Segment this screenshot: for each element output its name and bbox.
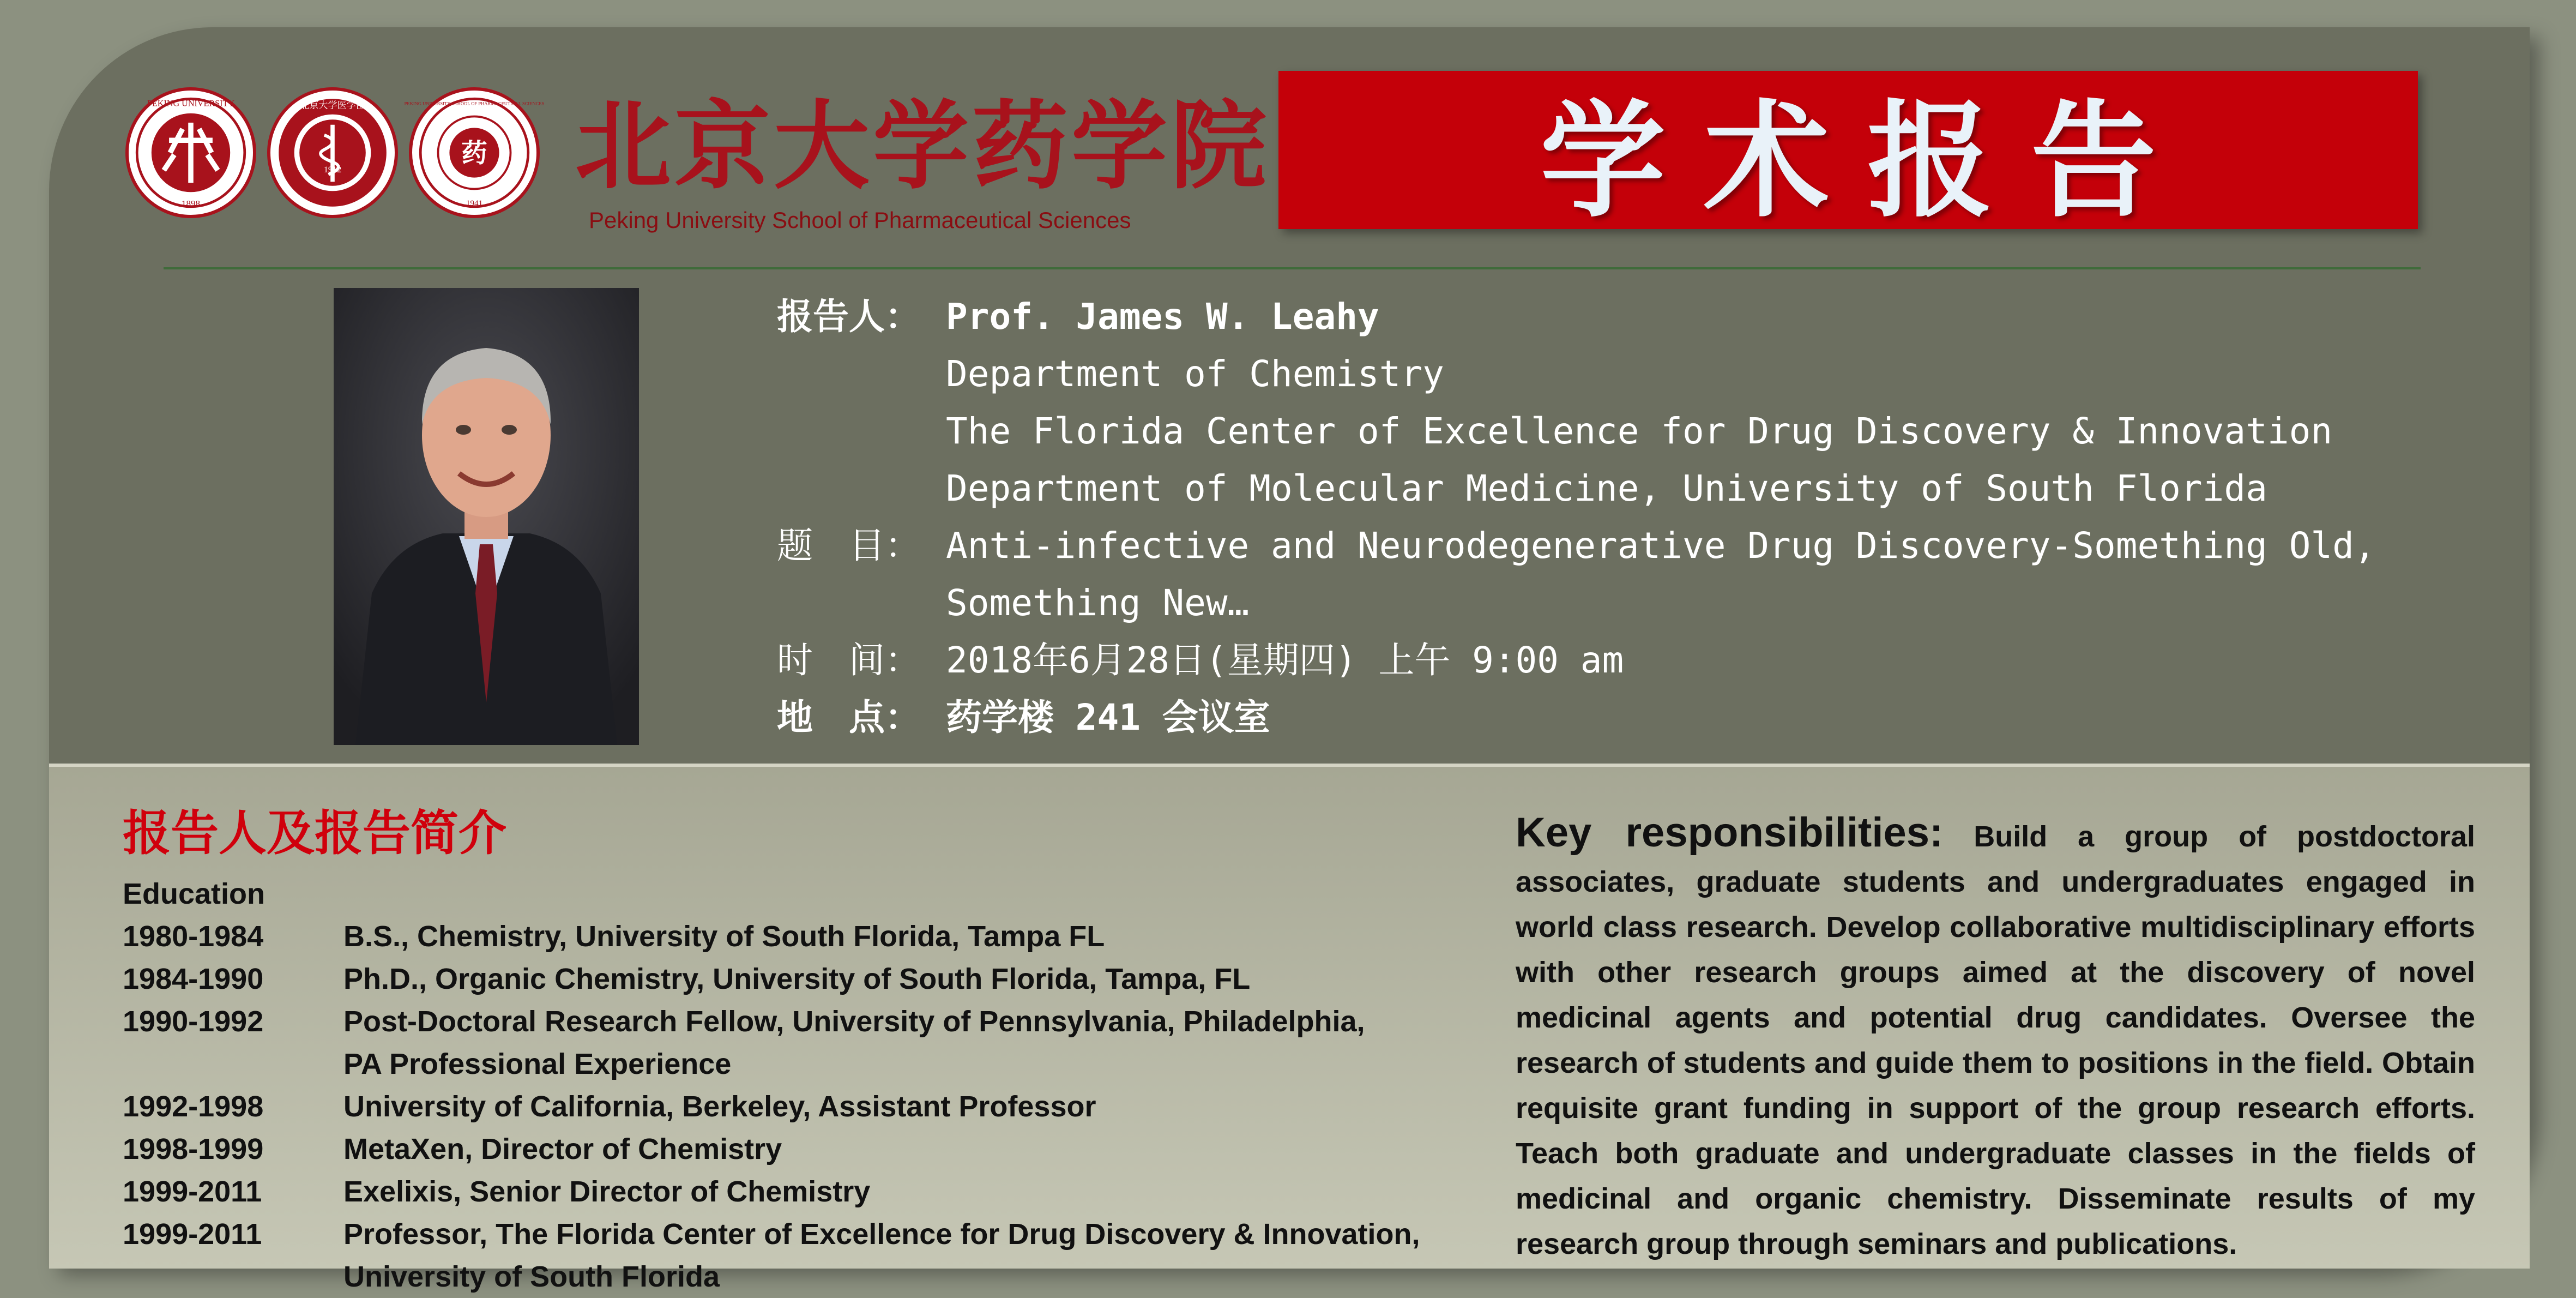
- affiliation-3: Department of Molecular Medicine, University of South Florida: [946, 467, 2267, 509]
- school-name-cn: 北京大学药学院: [575, 89, 1270, 202]
- affiliation-2: The Florida Center of Excellence for Drug Discovery & Innovation: [946, 410, 2333, 452]
- speaker-row: [777, 288, 2467, 345]
- speaker-name: Prof. James W. Leahy: [946, 296, 1379, 338]
- school-name-en: Peking University School of Pharmaceutical Sciences: [589, 207, 1131, 233]
- intro-title: 报告人及报告简介: [123, 805, 507, 861]
- topic-row: [777, 517, 2467, 574]
- place-row: [777, 689, 2467, 746]
- seal-3-center: 药: [461, 139, 487, 169]
- list-item: 1980-1984 B.S., Chemistry, University of South Florida, Tampa FL: [123, 920, 1105, 953]
- speaker-photo: [334, 288, 639, 745]
- divider: [164, 267, 2421, 269]
- place-label: 地 点：: [777, 696, 921, 738]
- time-value: 2018年6月28日(星期四) 上午 9:00 am: [946, 639, 1624, 681]
- topic-line-1: Anti-infective and Neurodegenerative Drug Discovery-Something Old,: [946, 525, 2376, 567]
- place-value: 药学楼 241 会议室: [946, 696, 1270, 738]
- topic-line-2: Something New…: [946, 582, 1250, 624]
- banner-text: 学术报告: [1540, 88, 2194, 235]
- health-science-seal-icon: [267, 87, 398, 218]
- speaker-info: [777, 288, 2467, 746]
- education-label: Education: [123, 878, 266, 910]
- topic-label: 题 目：: [777, 525, 921, 567]
- peking-university-seal-icon: [125, 87, 256, 218]
- list-item: 1990-1992 Post-Doctoral Research Fellow, University of Pennsylvania, Philadelphia,: [123, 1005, 1365, 1038]
- list-item: 1984-1990 Ph.D., Organic Chemistry, University of South Florida, Tampa, FL: [123, 963, 1251, 995]
- seal-3-year: 1941: [466, 198, 483, 208]
- education-list: [123, 873, 1420, 1298]
- key-responsibilities: [1516, 810, 2475, 1267]
- academic-report-banner: [1278, 71, 2418, 235]
- list-item-continuation: PA Professional Experience: [343, 1048, 732, 1080]
- poster: [49, 27, 2530, 1293]
- key-body: Build a group of postdoctoral associates, graduate students and undergraduates engaged in world class research. Develop collaborative multidisciplinary efforts with other research groups aimed at the discovery of novel medicinal agents and potential drug candidates. Oversee the research of students and guide them to positions in the field. Obtain requisite grant funding in support of the group research efforts. Teach both graduate and undergraduate classes in the fields of medicinal and organic chemistry. Disseminate results of my research group through seminars and publications.: [1516, 820, 2475, 1260]
- seal-1-text: PEKING UNIVERSITY: [147, 99, 235, 109]
- list-item: 1999-2011 Professor, The Florida Center of Excellence for Drug Discovery & Innovation,: [123, 1218, 1420, 1251]
- list-item: 1992-1998 University of California, Berkeley, Assistant Professor: [123, 1090, 1096, 1123]
- seal-2-year: 1912: [323, 165, 342, 175]
- list-item: 1998-1999 MetaXen, Director of Chemistry: [123, 1133, 782, 1165]
- list-item-continuation: University of South Florida: [343, 1260, 720, 1293]
- seal-2-text: 北京大学医学部: [300, 100, 365, 111]
- list-item: 1999-2011 Exelixis, Senior Director of Chemistry: [123, 1175, 871, 1208]
- speaker-label: 报告人：: [777, 296, 921, 338]
- seal-1-year: 1898: [181, 198, 201, 209]
- time-label: 时 间：: [777, 639, 921, 681]
- affiliation-1: Department of Chemistry: [946, 353, 1444, 395]
- pharmaceutical-school-seal-icon: [404, 87, 545, 218]
- key-heading: Key responsibilities:: [1516, 809, 1944, 856]
- speaker-portrait-icon: [334, 288, 639, 745]
- time-row: [777, 632, 2467, 689]
- seal-3-text: PEKING UNIVERSITY SCHOOL OF PHARMACEUTICAL SCIENCES: [404, 100, 545, 106]
